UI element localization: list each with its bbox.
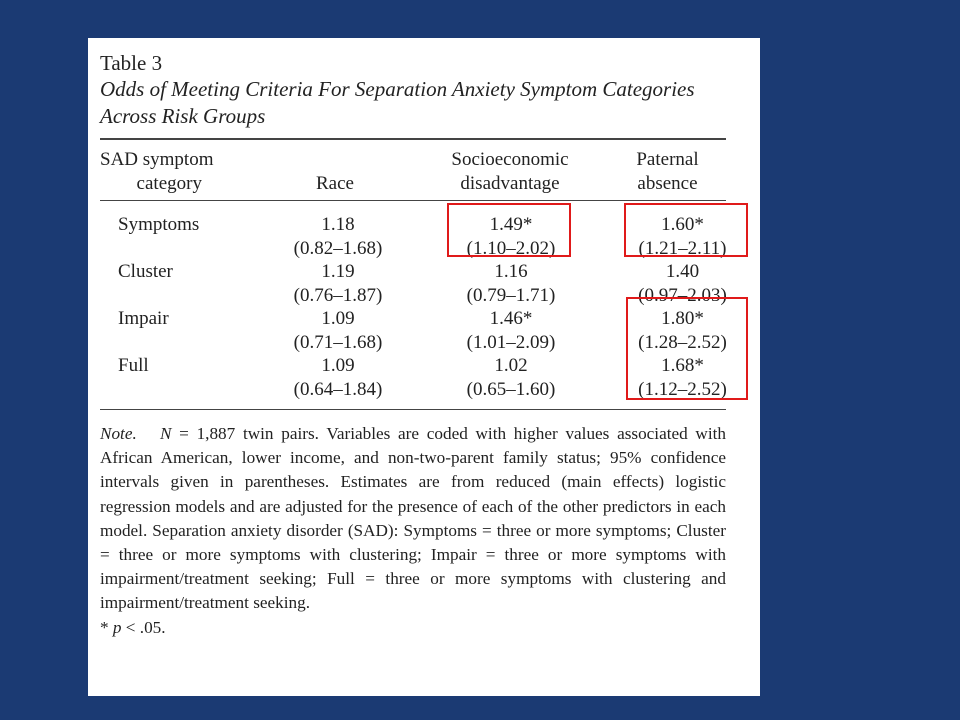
paternal-cell: 1.60* (1.21–2.11) bbox=[638, 214, 727, 259]
header-ses-line2: disadvantage bbox=[460, 173, 560, 194]
table-title: Table 3 bbox=[100, 51, 163, 75]
header-paternal-line1: Paternal bbox=[636, 149, 699, 170]
ses-cell: 1.16 (0.79–1.71) bbox=[466, 261, 556, 306]
ses-cell: 1.46* (1.01–2.09) bbox=[466, 308, 556, 353]
bottom-rule bbox=[100, 409, 726, 410]
race-cell: 1.09 (0.71–1.68) bbox=[293, 308, 383, 353]
race-cell: 1.18 (0.82–1.68) bbox=[293, 214, 383, 259]
sig-text: < .05. bbox=[121, 617, 166, 637]
note-n: N bbox=[159, 424, 172, 443]
header-ses-line1: Socioeconomic bbox=[451, 149, 569, 170]
header-category bbox=[100, 148, 214, 196]
table-caption: Odds of Meeting Criteria For Separation Anxiety Symptom Categories Across Risk Groups bbox=[100, 77, 695, 128]
highlight-box-paternal-impair-full bbox=[626, 297, 748, 400]
top-rule bbox=[100, 138, 726, 140]
row-label: Symptoms bbox=[118, 214, 200, 235]
significance-note bbox=[100, 616, 748, 640]
row-label: Full bbox=[118, 355, 149, 376]
row-label: Impair bbox=[118, 308, 169, 329]
ses-cell: 1.02 (0.65–1.60) bbox=[466, 355, 556, 400]
header-category-line2: category bbox=[136, 173, 202, 194]
paternal-cell: 1.68* (1.12–2.52) bbox=[638, 355, 727, 400]
race-cell: 1.19 (0.76–1.87) bbox=[293, 261, 383, 306]
header-race: Race bbox=[316, 173, 354, 194]
paternal-cell: 1.80* (1.28–2.52) bbox=[638, 308, 727, 353]
header-paternal bbox=[610, 148, 725, 196]
table-note bbox=[100, 422, 726, 616]
highlight-box-ses-symptoms bbox=[447, 203, 571, 257]
header-rule bbox=[100, 200, 726, 201]
table-header bbox=[100, 148, 748, 200]
table-page bbox=[88, 38, 760, 696]
sig-p: p bbox=[112, 617, 122, 637]
note-text: = 1,887 twin pairs. Variables are coded with higher values associated with African American, lower income, and non-two-parent family status; 95% confidence intervals given in parentheses. Estimates are from reduced (main effects) logistic regression models and are adjusted for the presence of each of the other predictors in each model. Separation anxiety disorder (SAD): Symptoms = three or more symptoms; Cluster = three or more symptoms with clustering; Impair = three or more symptoms with impairment/treatment seeking; Full = three or more symptoms with clustering and impairment/treatment seeking. bbox=[100, 424, 726, 613]
sig-star: * bbox=[100, 617, 113, 637]
ses-cell: 1.49* (1.10–2.02) bbox=[466, 214, 556, 259]
header-ses bbox=[440, 148, 580, 196]
race-cell: 1.09 (0.64–1.84) bbox=[293, 355, 383, 400]
highlight-box-paternal-symptoms bbox=[624, 203, 748, 257]
header-paternal-line2: absence bbox=[637, 173, 698, 194]
header-category-line1: SAD symptom bbox=[100, 149, 214, 170]
row-label: Cluster bbox=[118, 261, 173, 282]
table-body bbox=[100, 213, 748, 399]
note-label: Note. bbox=[100, 424, 137, 443]
paternal-cell: 1.40 (0.97–2.03) bbox=[638, 261, 727, 306]
